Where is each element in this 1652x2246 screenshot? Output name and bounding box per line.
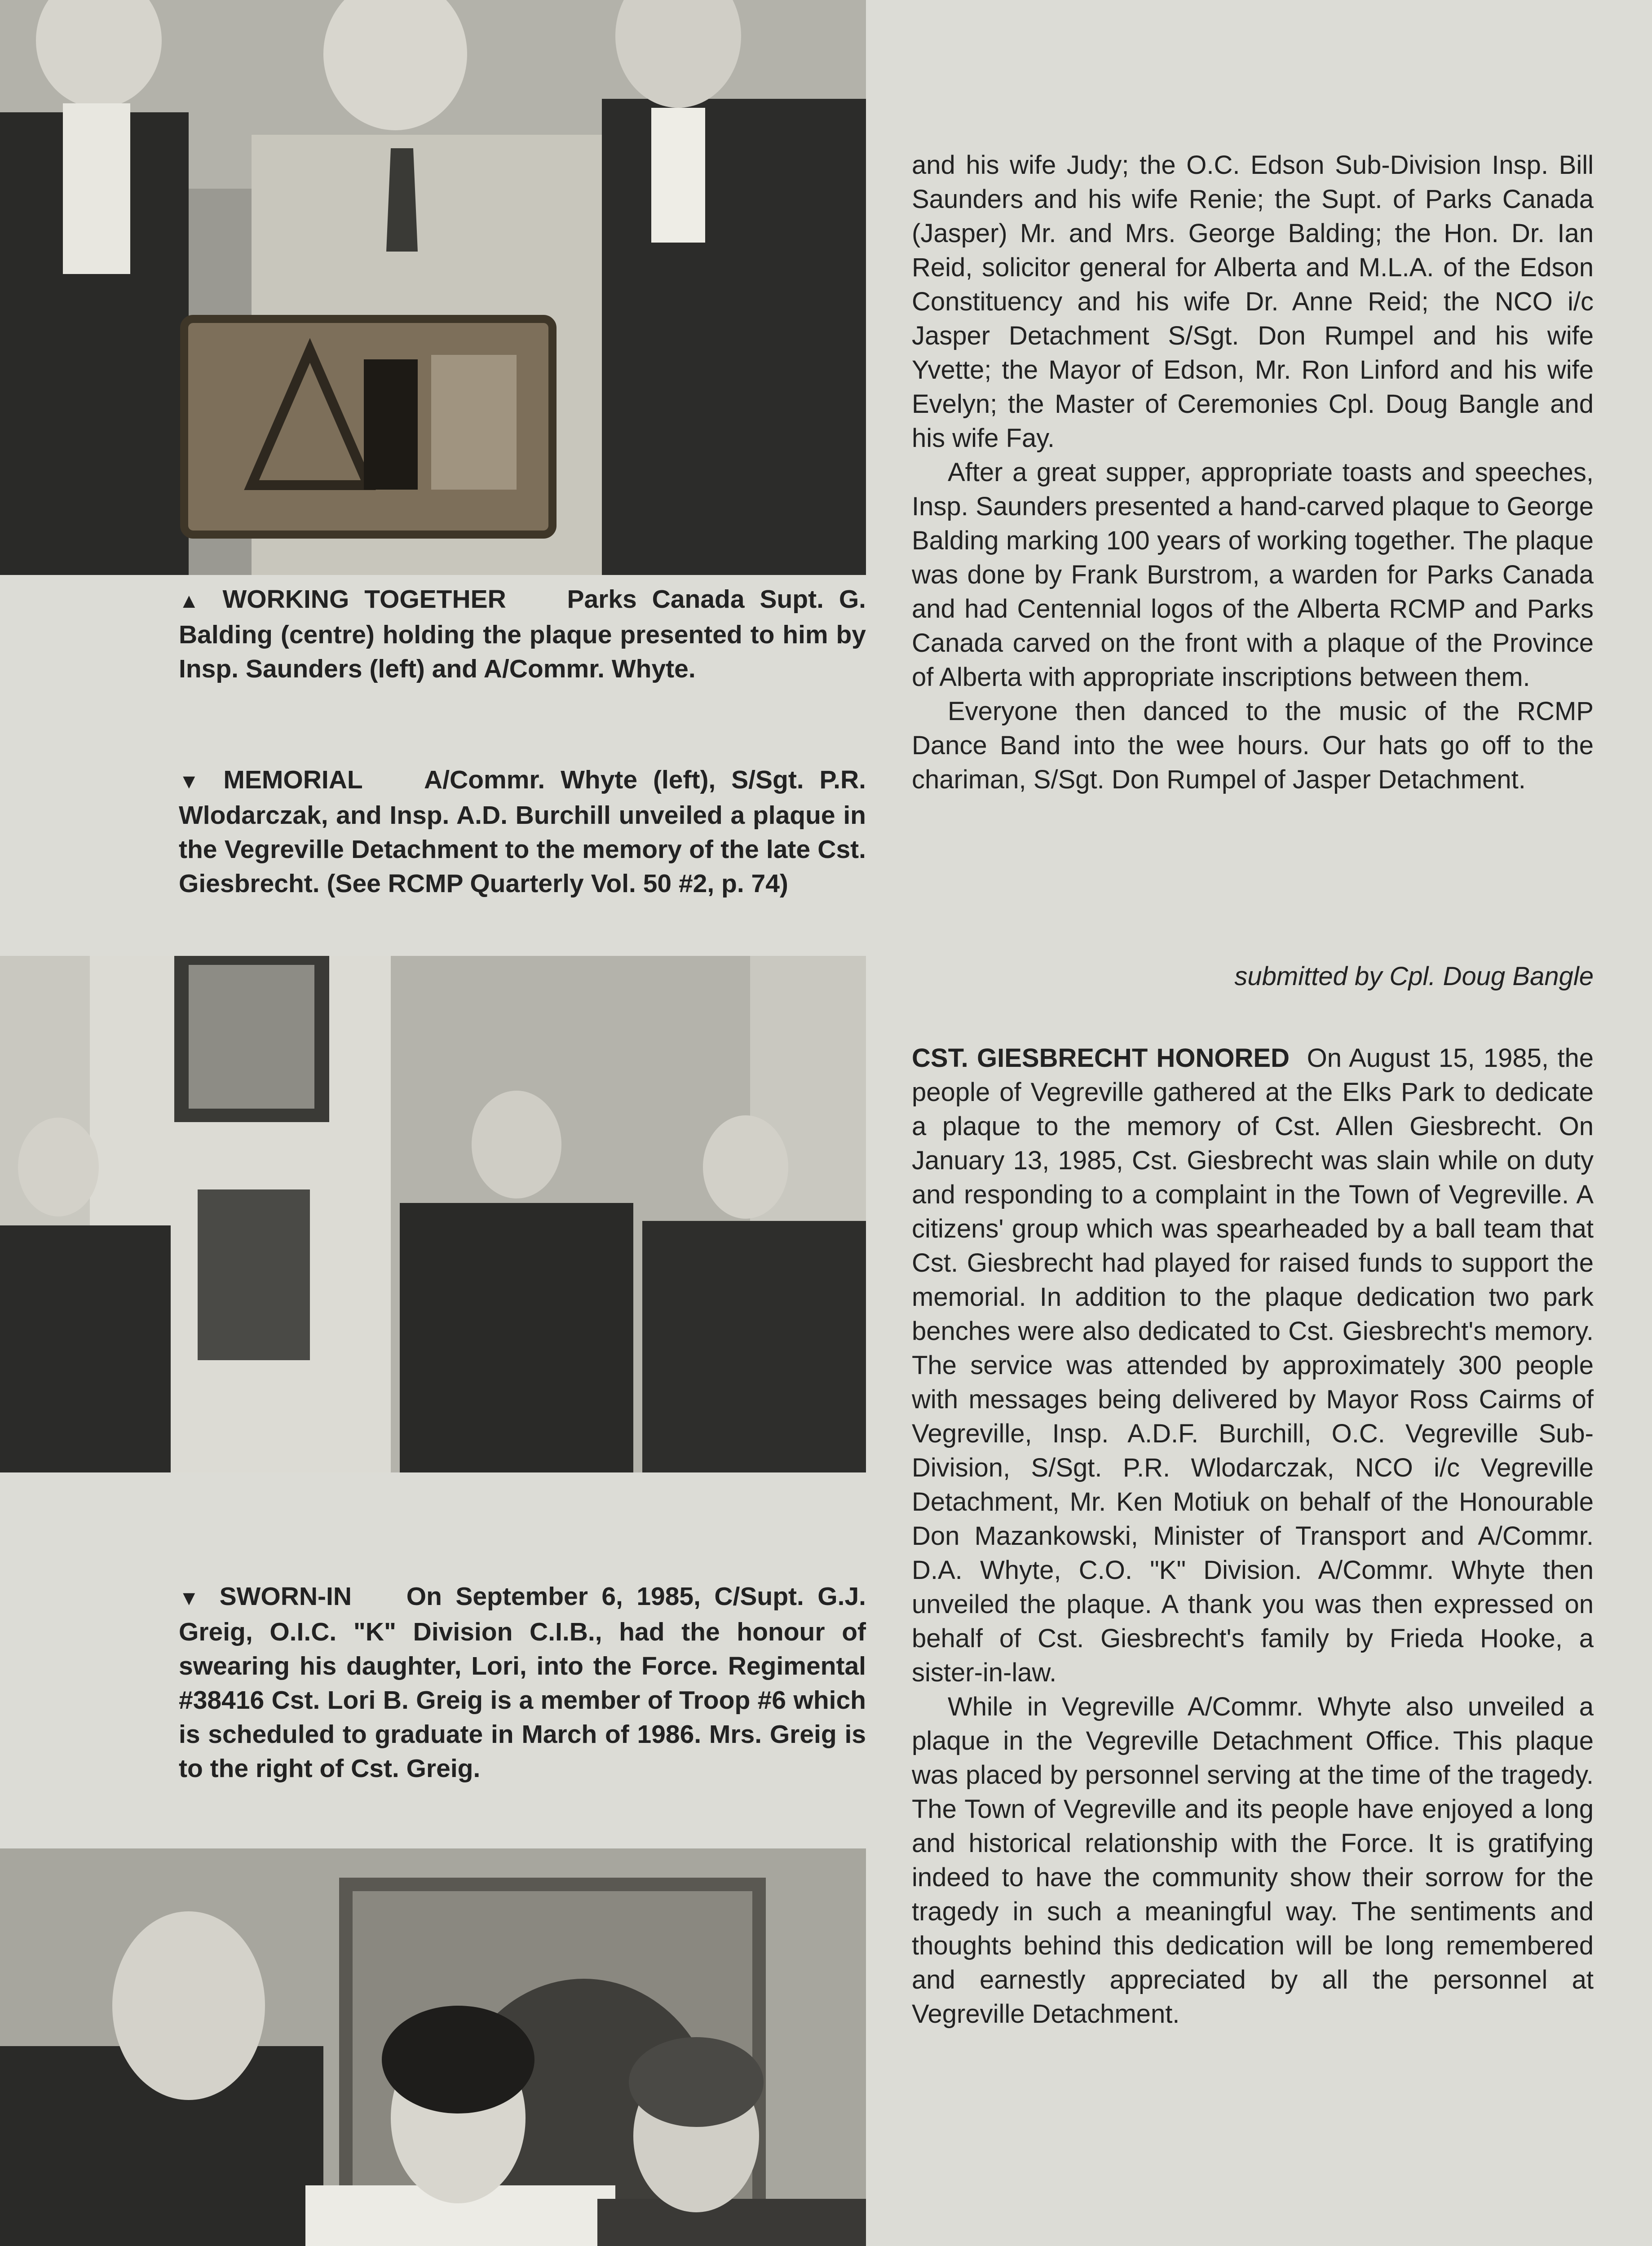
article2-paragraph-1 <box>912 1041 1594 1690</box>
caption-sworn-in <box>179 1579 866 1786</box>
article-working-together-continued <box>912 148 1594 797</box>
caption-memorial-text: A/Commr. Whyte (left), S/Sgt. P.R. Wlodarczak, and Insp. A.D. Burchill unveiled a plaque in the Vegreville Detachment to the memory of the late Cst. Giesbrecht. (See RCMP Quarterly Vol. 50 #2, p. 74) <box>179 765 866 898</box>
article2-kicker: CST. GIESBRECHT HONORED <box>912 1043 1290 1073</box>
article1-paragraph-3: Everyone then danced to the music of the RCMP Dance Band into the wee hours. Our hats go off to the chariman, S/Sgt. Don Rumpel of Jasper Detachment. <box>912 697 1594 794</box>
article1-byline: submitted by Cpl. Doug Bangle <box>1234 962 1594 991</box>
article1-paragraph-1: and his wife Judy; the O.C. Edson Sub-Division Insp. Bill Saunders and his wife Renie; the Supt. of Parks Canada (Jasper) Mr. and Mrs. George Balding; the Hon. Dr. Ian Reid, solicitor general for Alberta and M.L.A. of the Edson Constituency and his wife Dr. Anne Reid; the NCO i/c Jasper Detachment S/Sgt. Don Rumpel and his wife Yvette; the Mayor of Edson, Mr. Ron Linford and his wife Evelyn; the Master of Ceremonies Cpl. Doug Bangle and his wife Fay. <box>912 150 1594 453</box>
caption-working-together-text: Parks Canada Supt. G. Balding (centre) holding the plaque presented to him by Insp. Saunders (left) and A/Commr. Whyte. <box>179 585 866 683</box>
article-giesbrecht-honored <box>912 1041 1594 2031</box>
caption-memorial-head: MEMORIAL <box>223 765 362 794</box>
photo-memorial-image <box>0 956 866 1472</box>
article2-paragraph-1-text: On August 15, 1985, the people of Vegreville gathered at the Elks Park to dedicate a plaque to the memory of Cst. Allen Giesbrecht. On January 13, 1985, Cst. Giesbrecht was slain while on duty and responding to a complaint in the Town of Vegreville. A citizens' group which was spearheaded by a ball team that Cst. Giesbrecht had played for raised funds to support the memorial. In addition to the plaque dedication two park benches were also dedicated to Cst. Giesbrecht's memory. The service was attended by approximately 300 people with messages being delivered by Mayor Ross Cairms of Vegreville, Insp. A.D.F. Burchill, O.C. Vegreville Sub-Division, S/Sgt. P.R. Wlodarczak, NCO i/c Vegreville Detachment, Mr. Ken Motiuk on behalf of the Honourable Don Mazankowski, Minister of Transport and A/Commr. D.A. Whyte, C.O. "K" Division. A/Commr. Whyte then unveiled the plaque. A thank you was then expressed on behalf of Cst. Giesbrecht's family by Frieda Hooke, a sister-in-law. <box>912 1043 1594 1687</box>
article1-paragraph-2: After a great supper, appropriate toasts and speeches, Insp. Saunders presented a hand-carved plaque to George Balding marking 100 years of working together. The plaque was done by Frank Burstrom, a warden for Parks Canada and had Centennial logos of the Alberta RCMP and Parks Canada carved on the front with a plaque of the Province of Alberta with appropriate inscriptions between them. <box>912 458 1594 692</box>
caption-sworn-in-head: SWORN-IN <box>219 1582 352 1611</box>
caption-working-together <box>179 582 866 686</box>
article2-paragraph-2: While in Vegreville A/Commr. Whyte also unveiled a plaque in the Vegreville Detachment Office. This plaque was placed by personnel serving at the time of the tragedy. The Town of Vegreville and its people have enjoyed a long and historical relationship with the Force. It is gratifying indeed to have the community show their sorrow for the tragedy in such a meaningful way. The sentiments and thoughts behind this dedication will be long remembered and earnestly appreciated by all the personnel at Vegreville Detachment. <box>912 1692 1594 2029</box>
photo-memorial <box>0 956 866 1472</box>
photo-sworn-in-image <box>0 1848 866 2246</box>
caption-arrow-down-icon: ▼ <box>179 769 208 793</box>
caption-memorial <box>179 763 866 901</box>
photo-working-together-image <box>0 0 866 575</box>
caption-arrow-up-icon: ▲ <box>179 589 208 612</box>
caption-working-together-head: WORKING TOGETHER <box>222 585 506 614</box>
photo-working-together <box>0 0 866 575</box>
photo-sworn-in <box>0 1848 866 2246</box>
caption-arrow-down-icon-2: ▼ <box>179 1586 206 1609</box>
caption-sworn-in-text: On September 6, 1985, C/Supt. G.J. Greig, O.I.C. "K" Division C.I.B., had the honour of swearing his daughter, Lori, into the Force. Regimental #38416 Cst. Lori B. Greig is a member of Troop #6 which is scheduled to graduate in March of 1986. Mrs. Greig is to the right of Cst. Greig. <box>179 1582 866 1783</box>
